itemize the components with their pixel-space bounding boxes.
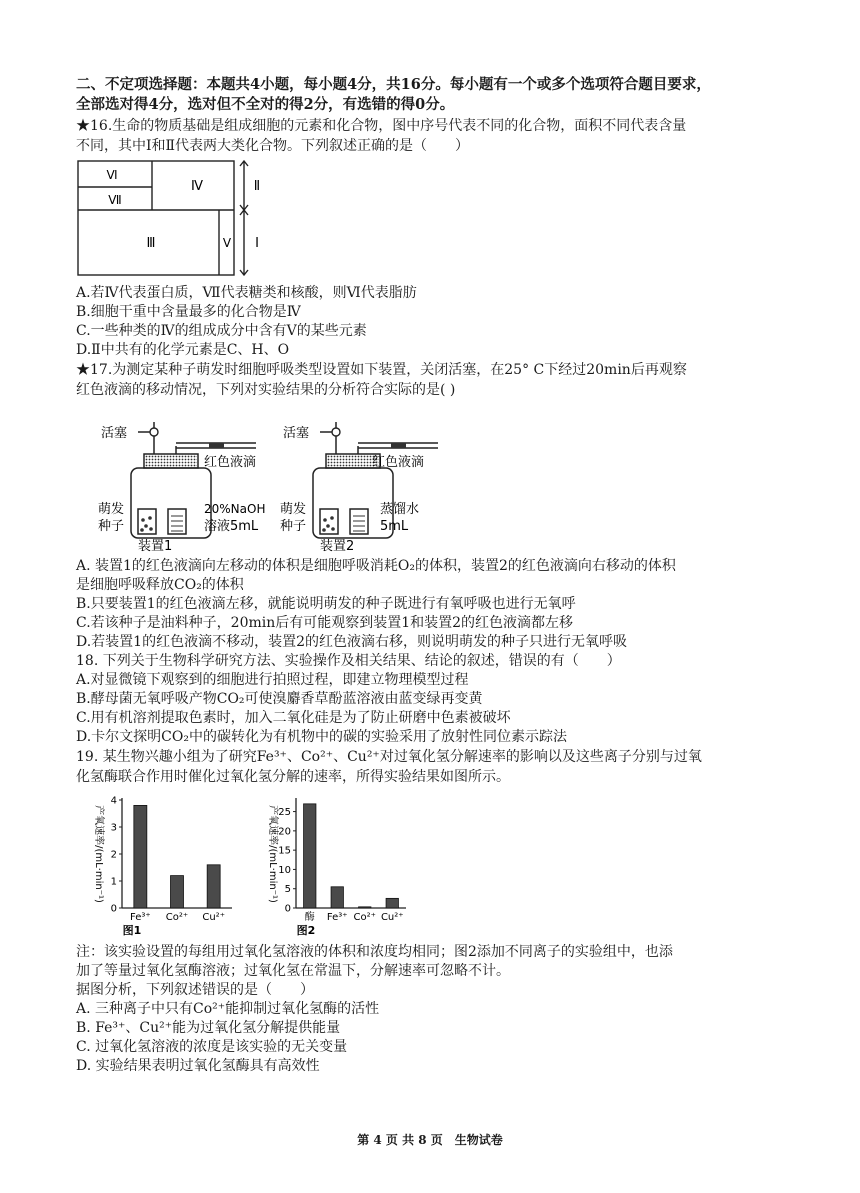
q19-note-line-1: 注：该实验设置的每组用过氧化氢溶液的体积和浓度均相同；图2添加不同离子的实验组中，也添 xyxy=(76,944,673,960)
x-category-label: Co²⁺ xyxy=(353,912,376,923)
label-iii: Ⅲ xyxy=(146,236,156,251)
q19-note-line-2: 加了等量过氧化氢酶溶液；过氧化氢在常温下，分解速率可忽略不计。 xyxy=(76,963,510,979)
y-tick-label: 20 xyxy=(278,826,291,838)
drop-label: 红色液滴 xyxy=(372,455,425,470)
label-vii: Ⅶ xyxy=(108,193,122,207)
q19-option-c: C. 过氧化氢溶液的浓度是该实验的无关变量 xyxy=(76,1039,348,1055)
x-category-label: Co²⁺ xyxy=(165,912,189,923)
bar-1 xyxy=(304,804,316,908)
label-vi: Ⅵ xyxy=(106,168,118,182)
q17-stem-line-2: 红色液滴的移动情况，下列对实验结果的分析符合实际的是( ) xyxy=(76,382,456,398)
y-tick-label: 15 xyxy=(278,845,291,857)
y-tick-label: 5 xyxy=(284,884,291,896)
apparatus-1 xyxy=(98,422,265,554)
y-tick-label: 10 xyxy=(278,864,291,876)
seed-label: 萌发 xyxy=(98,502,125,517)
solution-label: 5mL xyxy=(380,519,409,534)
q18-option-c: C.用有机溶剂提取色素时，加入二氧化硅是为了防止研磨中色素被破坏 xyxy=(76,710,511,726)
x-category-label: Fe³⁺ xyxy=(326,912,348,923)
section-title-line-2: 全部选对得4分，选对但不全对的得2分，有选错的得0分。 xyxy=(76,96,455,113)
bar-2 xyxy=(171,876,184,908)
q18-stem: 18. 下列关于生物科学研究方法、实验操作及相关结果、结论的叙述，错误的有（ ） xyxy=(76,653,621,669)
bar-4 xyxy=(386,898,398,908)
solution-label: 溶液5mL xyxy=(204,519,259,534)
x-category-label: 酶 xyxy=(304,912,315,923)
y-tick-label: 0 xyxy=(284,903,291,915)
q17-option-b: B.只要装置1的红色液滴左移，就能说明萌发的种子既进行有氧呼吸也进行无氧呼 xyxy=(76,596,576,612)
y-axis-label: 产氧速率/(mL·min⁻¹) xyxy=(93,805,104,903)
bar-3 xyxy=(207,865,220,908)
bar-3 xyxy=(359,907,371,908)
x-category-label: Cu²⁺ xyxy=(380,912,404,923)
q18-option-d: D.卡尔文探明CO₂中的碳转化为有机物中的碳的实验采用了放射性同位素示踪法 xyxy=(76,729,567,745)
q16-option-c: C.一些种类的Ⅳ的组成成分中含有Ⅴ的某些元素 xyxy=(76,323,367,339)
q17-stem-line-1: ★17.为测定某种子萌发时细胞呼吸类型设置如下装置，关闭活塞，在25° C下经过20min后再观察 xyxy=(76,362,687,378)
apparatus-2 xyxy=(280,422,438,554)
x-category-label: Fe³⁺ xyxy=(130,912,151,923)
q19-stem-line-1: 19. 某生物兴趣小组为了研究Fe³⁺、Co²⁺、Cu²⁺对过氧化氢分解速率的影响以及这些离子分别与过氧 xyxy=(76,749,702,765)
label-v: Ⅴ xyxy=(222,236,232,250)
label-ii: Ⅱ xyxy=(253,179,261,194)
valve-label: 活塞 xyxy=(283,426,310,441)
solution-label: 20%NaOH xyxy=(204,502,266,516)
q16-option-d: D.Ⅱ中共有的化学元素是C、H、O xyxy=(76,342,290,358)
q16-option-b: B.细胞干重中含量最多的化合物是Ⅳ xyxy=(76,304,301,320)
q16-stem-line-1: ★16.生命的物质基础是组成细胞的元素和化合物，图中序号代表不同的化合物，面积不同代表含量 xyxy=(76,118,687,134)
apparatus-caption: 装置1 xyxy=(138,539,173,554)
q19-option-d: D. 实验结果表明过氧化氢酶具有高效性 xyxy=(76,1058,320,1074)
y-tick-label: 1 xyxy=(110,876,117,888)
page-footer: 第 4 页 共 8 页 生物试卷 xyxy=(357,1133,503,1147)
section-title-line-1: 二、不定项选择题：本题共4小题，每小题4分，共16分。每小题有一个或多个选项符合题目要求， xyxy=(76,76,711,93)
q17-apparatus-figure xyxy=(76,410,476,555)
q16-compound-diagram xyxy=(76,157,276,279)
figure-2-bar-chart xyxy=(250,790,415,940)
q19-option-b: B. Fe³⁺、Cu²⁺能为过氧化氢分解提供能量 xyxy=(76,1020,341,1036)
q17-option-c: C.若该种子是油料种子，20min后有可能观察到装置1和装置2的红色液滴都左移 xyxy=(76,615,574,631)
seed-label: 种子 xyxy=(280,519,307,534)
q19-stem-line-2: 化氢酶联合作用时催化过氧化氢分解的速率，所得实验结果如图所示。 xyxy=(76,769,510,785)
y-tick-label: 0 xyxy=(110,903,117,915)
q19-option-a: A. 三种离子中只有Co²⁺能抑制过氧化氢酶的活性 xyxy=(76,1001,380,1017)
seed-label: 萌发 xyxy=(280,502,307,517)
q17-option-a-line-1: A. 装置1的红色液滴向左移动的体积是细胞呼吸消耗O₂的体积，装置2的红色液滴向右移动的体积 xyxy=(76,558,676,574)
q16-stem-line-2: 不同，其中Ⅰ和Ⅱ代表两大类化合物。下列叙述正确的是（ ） xyxy=(76,138,470,154)
q18-option-a: A.对显微镜下观察到的细胞进行拍照过程，即建立物理模型过程 xyxy=(76,672,469,688)
drop-label: 红色液滴 xyxy=(204,455,257,470)
y-tick-label: 25 xyxy=(278,807,291,819)
solution-label: 蒸馏水 xyxy=(380,502,420,517)
q17-option-a-line-2: 是细胞呼吸释放CO₂的体积 xyxy=(76,577,244,593)
apparatus-caption: 装置2 xyxy=(320,539,355,554)
bar-1 xyxy=(134,805,147,908)
q16-option-a: A.若Ⅳ代表蛋白质，Ⅶ代表糖类和核酸，则Ⅵ代表脂肪 xyxy=(76,285,417,301)
bar-2 xyxy=(331,887,343,908)
q18-option-b: B.酵母菌无氧呼吸产物CO₂可使溴麝香草酚蓝溶液由蓝变绿再变黄 xyxy=(76,691,483,707)
y-tick-label: 3 xyxy=(110,822,117,834)
y-tick-label: 2 xyxy=(110,849,117,861)
y-tick-label: 4 xyxy=(110,795,117,807)
chart-title: 图2 xyxy=(296,924,316,937)
figure-1-bar-chart xyxy=(76,790,241,940)
valve-label: 活塞 xyxy=(101,426,128,441)
q17-option-d: D.若装置1的红色液滴不移动，装置2的红色液滴右移，则说明萌发的种子只进行无氧呼吸 xyxy=(76,634,627,650)
x-category-label: Cu²⁺ xyxy=(202,912,225,923)
chart-title: 图1 xyxy=(122,924,142,937)
seed-label: 种子 xyxy=(98,519,125,534)
label-iv: Ⅳ xyxy=(191,179,203,194)
q19-prompt: 据图分析，下列叙述错误的是（ ） xyxy=(76,982,314,998)
y-axis-label: 产氧速率/(mL·min⁻¹) xyxy=(267,805,278,903)
label-i: Ⅰ xyxy=(255,236,259,251)
